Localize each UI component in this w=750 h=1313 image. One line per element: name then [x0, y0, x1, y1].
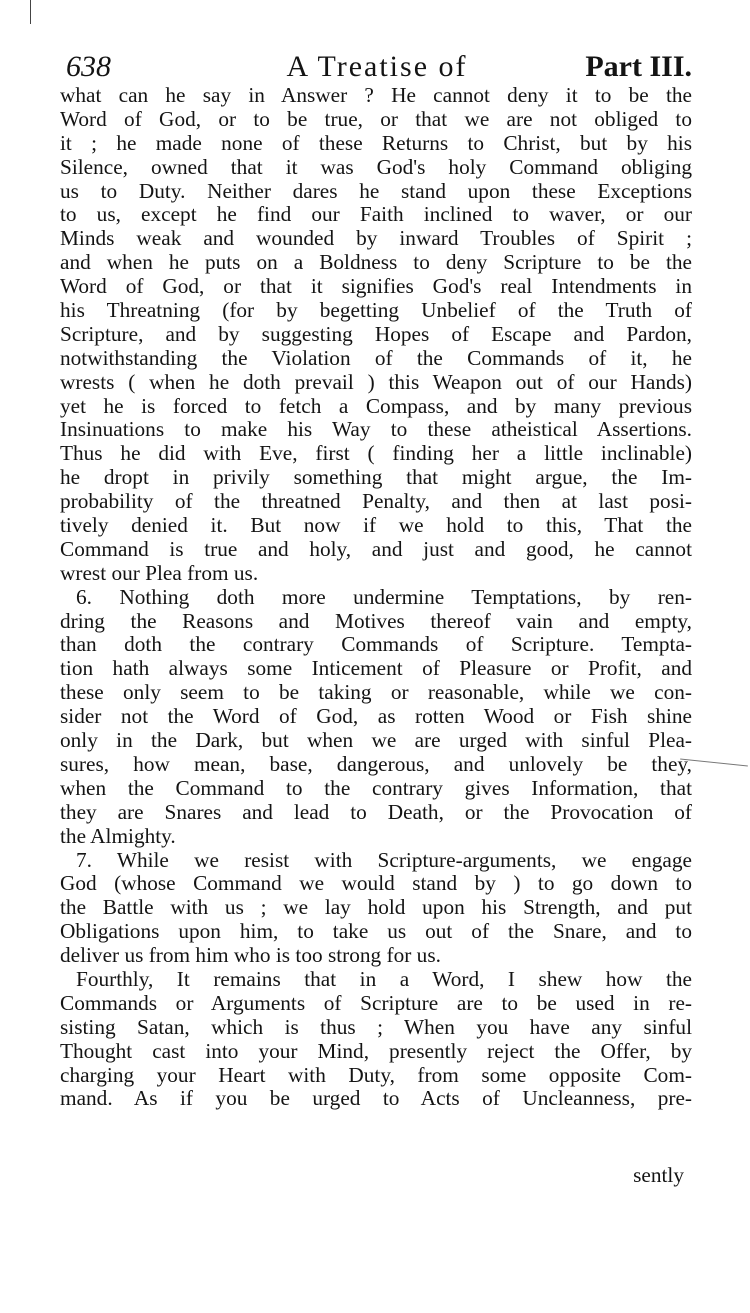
text-line: Commands or Arguments of Scripture are to be used in re- [60, 990, 692, 1015]
text-line: Obligations upon him, to take us out of the Snare, and to [60, 919, 692, 944]
text-line: tion hath always some Inticement of Pleasure or Profit, and [60, 656, 692, 681]
margin-mark [30, 0, 31, 24]
text-line: Fourthly, It remains that in a Word, I shew how the [76, 966, 692, 991]
catchword: sently [633, 1163, 684, 1187]
text-line: yet he is forced to fetch a Compass, and by many previous [60, 393, 692, 418]
text-line: Minds weak and wounded by inward Troubles of Spirit ; [60, 226, 692, 251]
text-line: Word of God, or to be true, or that we are not obliged to [60, 106, 692, 131]
text-line: wrests ( when he doth prevail ) this Weapon out of our Hands) [60, 369, 692, 394]
text-line: what can he say in Answer ? He cannot deny it to be the [60, 83, 692, 107]
text-line: only in the Dark, but when we are urged with sinful Plea- [60, 728, 692, 753]
text-line: they are Snares and lead to Death, or the Provocation of [60, 799, 692, 824]
text-line: when the Command to the contrary gives Information, that [60, 775, 692, 800]
text-line: his Threatning (for by begetting Unbelief of the Truth of [60, 298, 692, 323]
text-line: sures, how mean, base, dangerous, and unlovely be they, [60, 751, 692, 776]
text-line: dring the Reasons and Motives thereof vain and empty, [60, 608, 692, 633]
text-line: and when he puts on a Boldness to deny Scripture to be the [60, 250, 692, 275]
text-line: mand. As if you be urged to Acts of Uncleanness, pre- [60, 1086, 692, 1111]
text-line: notwithstanding the Violation of the Commands of it, he [60, 345, 692, 370]
text-line: sisting Satan, which is thus ; When you have any sinful [60, 1014, 692, 1039]
text-line: Insinuations to make his Way to these atheistical Assertions. [60, 417, 692, 442]
text-line: probability of the threatned Penalty, and then at last posi- [60, 489, 692, 514]
text-line: Silence, owned that it was God's holy Command obliging [60, 154, 692, 179]
part-label: Part III. [585, 50, 692, 83]
text-line: than doth the contrary Commands of Scripture. Tempta- [60, 632, 692, 657]
page-number: 638 [66, 50, 111, 83]
text-line: these only seem to be taking or reasonable, while we con- [60, 680, 692, 705]
text-line: Command is true and holy, and just and good, he cannot [60, 536, 692, 561]
text-line: 7. While we resist with Scripture-arguments, we engage [76, 847, 692, 872]
text-line: us to Duty. Neither dares he stand upon these Exceptions [60, 178, 692, 203]
text-line: sider not the Word of God, as rotten Wood or Fish shine [60, 704, 692, 729]
text-line: the Battle with us ; we lay hold upon his Strength, and put [60, 895, 692, 920]
text-line: he dropt in privily something that might argue, the Im- [60, 465, 692, 490]
text-line: 6. Nothing doth more undermine Temptations, by ren- [76, 584, 692, 609]
body-text [60, 84, 692, 1111]
text-line: charging your Heart with Duty, from some opposite Com- [60, 1062, 692, 1087]
text-line: the Almighty. [60, 823, 176, 848]
text-line: to us, except he find our Faith inclined to waver, or our [60, 202, 692, 227]
text-line: Scripture, and by suggesting Hopes of Escape and Pardon, [60, 321, 692, 346]
text-line: Thought cast into your Mind, presently reject the Offer, by [60, 1038, 692, 1063]
text-line: Thus he did with Eve, first ( finding her a little inclinable) [60, 441, 692, 466]
text-line: God (whose Command we would stand by ) to go down to [60, 871, 692, 896]
text-line: deliver us from him who is too strong for us. [60, 943, 441, 968]
text-line: Word of God, or that it signifies God's real Intendments in [60, 274, 692, 299]
text-line: it ; he made none of these Returns to Christ, but by his [60, 130, 692, 155]
text-line: wrest our Plea from us. [60, 560, 259, 585]
text-line: tively denied it. But now if we hold to this, That the [60, 513, 692, 538]
running-title: A Treatise of [286, 50, 468, 83]
